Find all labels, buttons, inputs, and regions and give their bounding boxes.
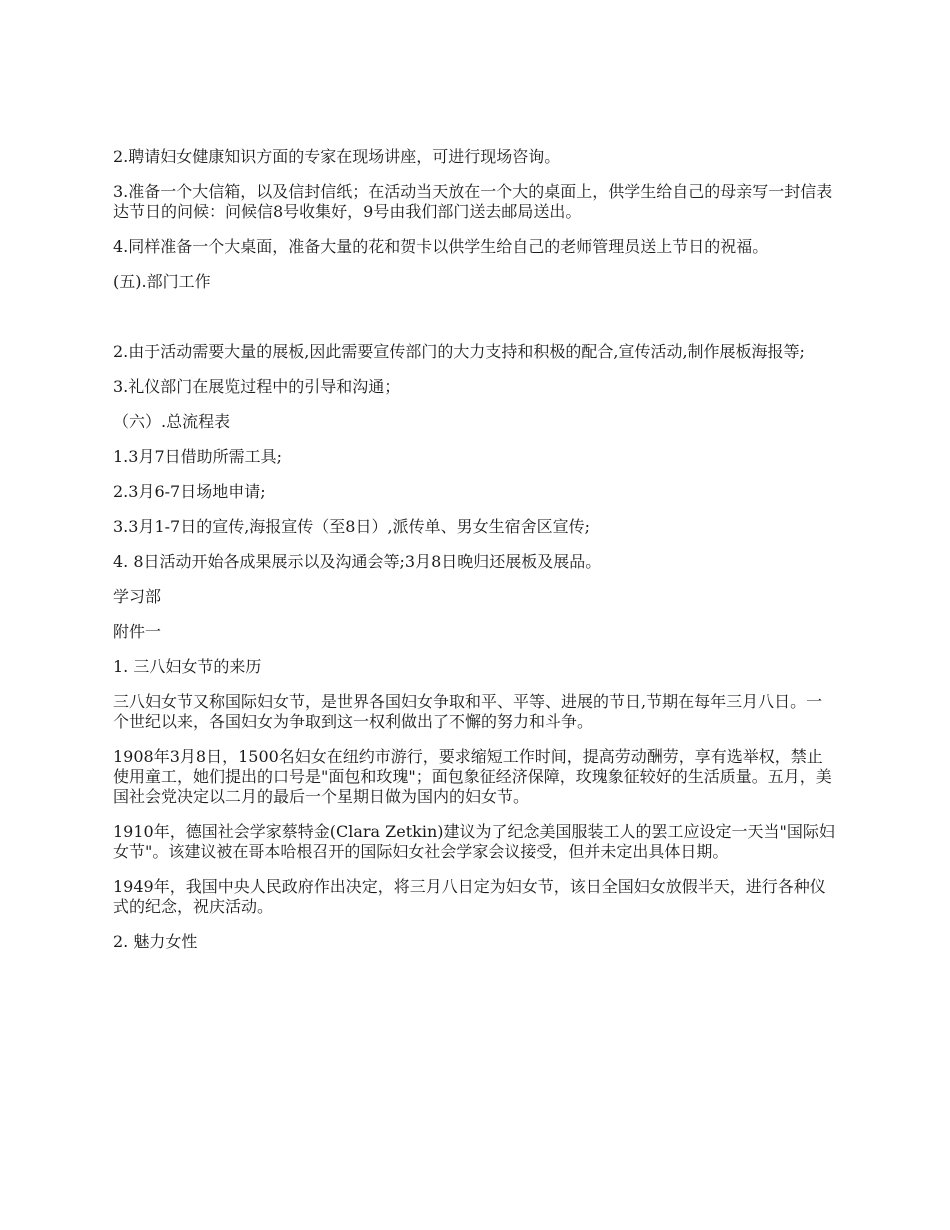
paragraph: 1908年3月8日，1500名妇女在纽约市游行，要求缩短工作时间，提高劳动酬劳，享有选举权，禁止使用童工，她们提出的口号是"面包和玫瑰"；面包象征经济保障，玫瑰象征较好的生活质量。五月，美国社会党决定以二月的最后一个星期日做为国内的妇女节。 <box>113 747 832 806</box>
paragraph: 1949年，我国中央人民政府作出决定，将三月八日定为妇女节，该日全国妇女放假半天，进行各种仪式的纪念，祝庆活动。 <box>113 877 826 916</box>
paragraph: 三八妇女节又称国际妇女节，是世界各国妇女争取和平、平等、进展的节日,节期在每年三月八日。一个世纪以来，各国妇女为争取到这一权利做出了不懈的努力和斗争。 <box>113 692 823 731</box>
paragraph: 3.准备一个大信箱，以及信封信纸；在活动当天放在一个大的桌面上，供学生给自己的母亲写一封信表达节日的问候：问候信8号收集好，9号由我们部门送去邮局送出。 <box>113 182 833 221</box>
subsection-heading: 1. 三八妇女节的来历 <box>113 657 262 676</box>
blank-gap <box>113 307 835 342</box>
schedule-item: 4. 8日活动开始各成果展示以及沟通会等;3月8日晚归还展板及展品。 <box>113 552 602 571</box>
paragraph: 2.聘请妇女健康知识方面的专家在现场讲座，可进行现场咨询。 <box>113 147 561 166</box>
subsection-heading: 2. 魅力女性 <box>113 932 198 951</box>
department-signature: 学习部 <box>113 587 162 606</box>
paragraph: 2.由于活动需要大量的展板,因此需要宣传部门的大力支持和积极的配合,宣传活动,制作展板海报等; <box>113 342 805 361</box>
paragraph: 1910年，德国社会学家蔡特金(Clara Zetkin)建议为了纪念美国服装工人的罢工应设定一天当"国际妇女节"。该建议被在哥本哈根召开的国际妇女社会学家会议接受，但并未定出具体日期。 <box>113 822 835 861</box>
document-page <box>113 147 835 967</box>
section-heading: (五).部门工作 <box>113 272 211 291</box>
section-heading: （六）.总流程表 <box>113 412 231 431</box>
paragraph: 4.同样准备一个大桌面，准备大量的花和贺卡以供学生给自己的老师管理员送上节日的祝福。 <box>113 237 769 256</box>
schedule-item: 3.3月1-7日的宣传,海报宣传（至8日）,派传单、男女生宿舍区宣传; <box>113 517 590 536</box>
schedule-item: 2.3月6-7日场地申请; <box>113 482 266 501</box>
schedule-item: 1.3月7日借助所需工具; <box>113 447 283 466</box>
attachment-heading: 附件一 <box>113 622 162 641</box>
paragraph: 3.礼仪部门在展览过程中的引导和沟通； <box>113 377 401 396</box>
